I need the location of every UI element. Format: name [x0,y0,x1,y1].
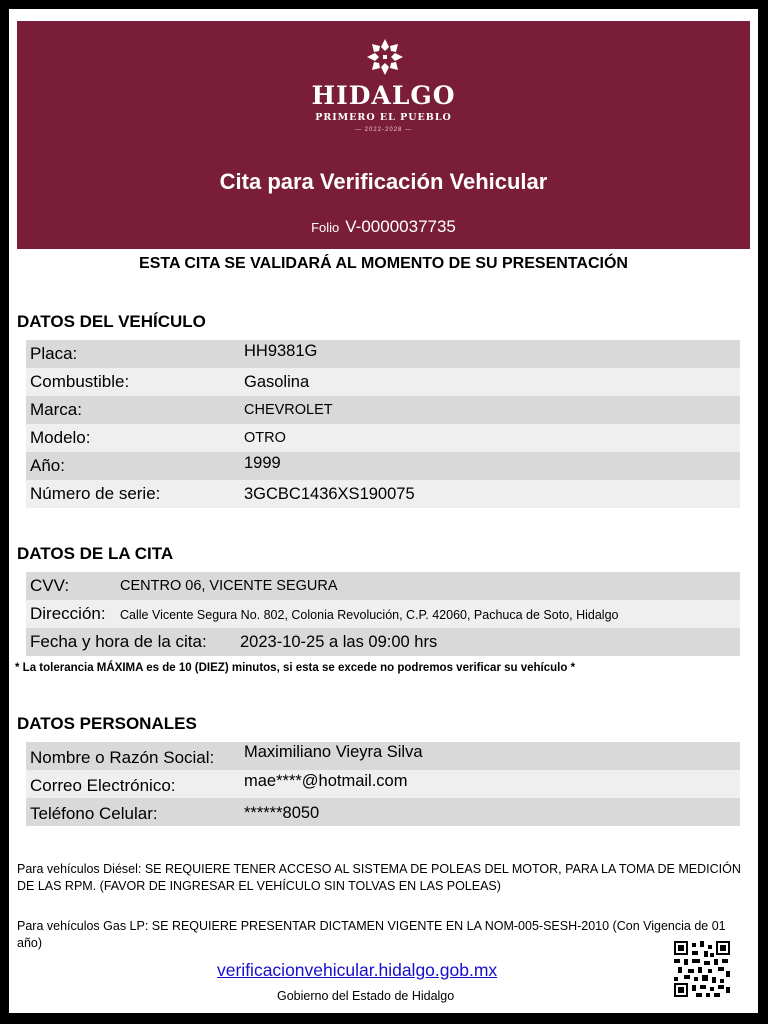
appointment-document [9,9,758,1013]
row-label: Teléfono Celular: [30,804,158,823]
row-label: Marca: [30,400,82,419]
hidalgo-logo-icon [365,37,405,77]
row-value: CENTRO 06, VICENTE SEGURA [120,578,338,594]
appointment-row-cvv [26,572,740,600]
government-footer: Gobierno del Estado de Hidalgo [277,989,455,1003]
vehicle-row-fuel [26,368,740,396]
brand-name: HIDALGO [311,81,456,110]
row-label: Dirección: [30,604,106,623]
gaslp-note: Para vehículos Gas LP: SE REQUIERE PRESENTAR DICTAMEN VIGENTE EN LA NOM-005-SESH-2010 (Con Vigencia de 01 año) [17,919,726,950]
validation-notice: ESTA CITA SE VALIDARÁ AL MOMENTO DE SU PRESENTACIÓN [139,255,628,272]
row-label: Fecha y hora de la cita: [30,632,207,651]
document-title: Cita para Verificación Vehicular [219,169,548,194]
row-value: HH9381G [244,342,318,360]
row-value: OTRO [244,430,286,446]
vehicle-row-model [26,424,740,452]
appointment-row-address [26,600,740,628]
vehicle-row-make [26,396,740,424]
appointment-section-title: DATOS DE LA CITA [17,544,174,563]
row-label: Nombre o Razón Social: [30,748,215,767]
vehicle-section-title: DATOS DEL VEHÍCULO [17,312,206,331]
row-value: ******8050 [244,804,320,822]
personal-row-name [26,742,740,770]
folio-label: Folio [311,220,340,235]
row-label: Modelo: [30,428,91,447]
vehicle-row-year [26,452,740,480]
header-banner [17,21,750,249]
row-value: Gasolina [244,373,310,391]
row-value: 1999 [244,454,281,472]
folio-value: V-0000037735 [345,217,456,236]
row-value: Maximiliano Vieyra Silva [244,743,423,761]
folio [17,217,750,237]
vehicle-row-serial [26,480,740,508]
row-label: Correo Electrónico: [30,776,176,795]
row-value: CHEVROLET [244,402,333,418]
brand-years: — 2022-2028 — [354,127,413,133]
row-value: 2023-10-25 a las 09:00 hrs [240,633,438,651]
row-label: CVV: [30,576,70,595]
row-value: Calle Vicente Segura No. 802, Colonia Revolución, C.P. 42060, Pachuca de Soto, Hidalgo [120,608,619,622]
row-value: 3GCBC1436XS190075 [244,485,415,503]
personal-section-title: DATOS PERSONALES [17,714,197,733]
row-label: Combustible: [30,372,130,391]
brand-slogan: PRIMERO EL PUEBLO [315,112,452,123]
personal-row-phone [26,798,740,826]
personal-row-email [26,770,740,798]
row-label: Año: [30,456,65,475]
row-value: mae****@hotmail.com [244,772,408,790]
qr-code-icon [674,941,730,997]
vehicle-row-plate [26,340,740,368]
appointment-row-datetime [26,628,740,656]
diesel-note: Para vehículos Diésel: SE REQUIERE TENER ACCESO AL SISTEMA DE POLEAS DEL MOTOR, PARA LA TOMA DE MEDICIÓN DE LAS RPM. (FAVOR DE INGRESAR EL VEHÍCULO SIN TOLVAS EN LAS POLEAS) [17,862,741,893]
row-label: Placa: [30,344,78,363]
website-link[interactable]: verificacionvehicular.hidalgo.gob.mx [217,960,498,980]
tolerance-warning: * La tolerancia MÁXIMA es de 10 (DIEZ) minutos, si esta se excede no podremos verificar su vehículo * [15,662,576,674]
row-label: Número de serie: [30,484,161,503]
